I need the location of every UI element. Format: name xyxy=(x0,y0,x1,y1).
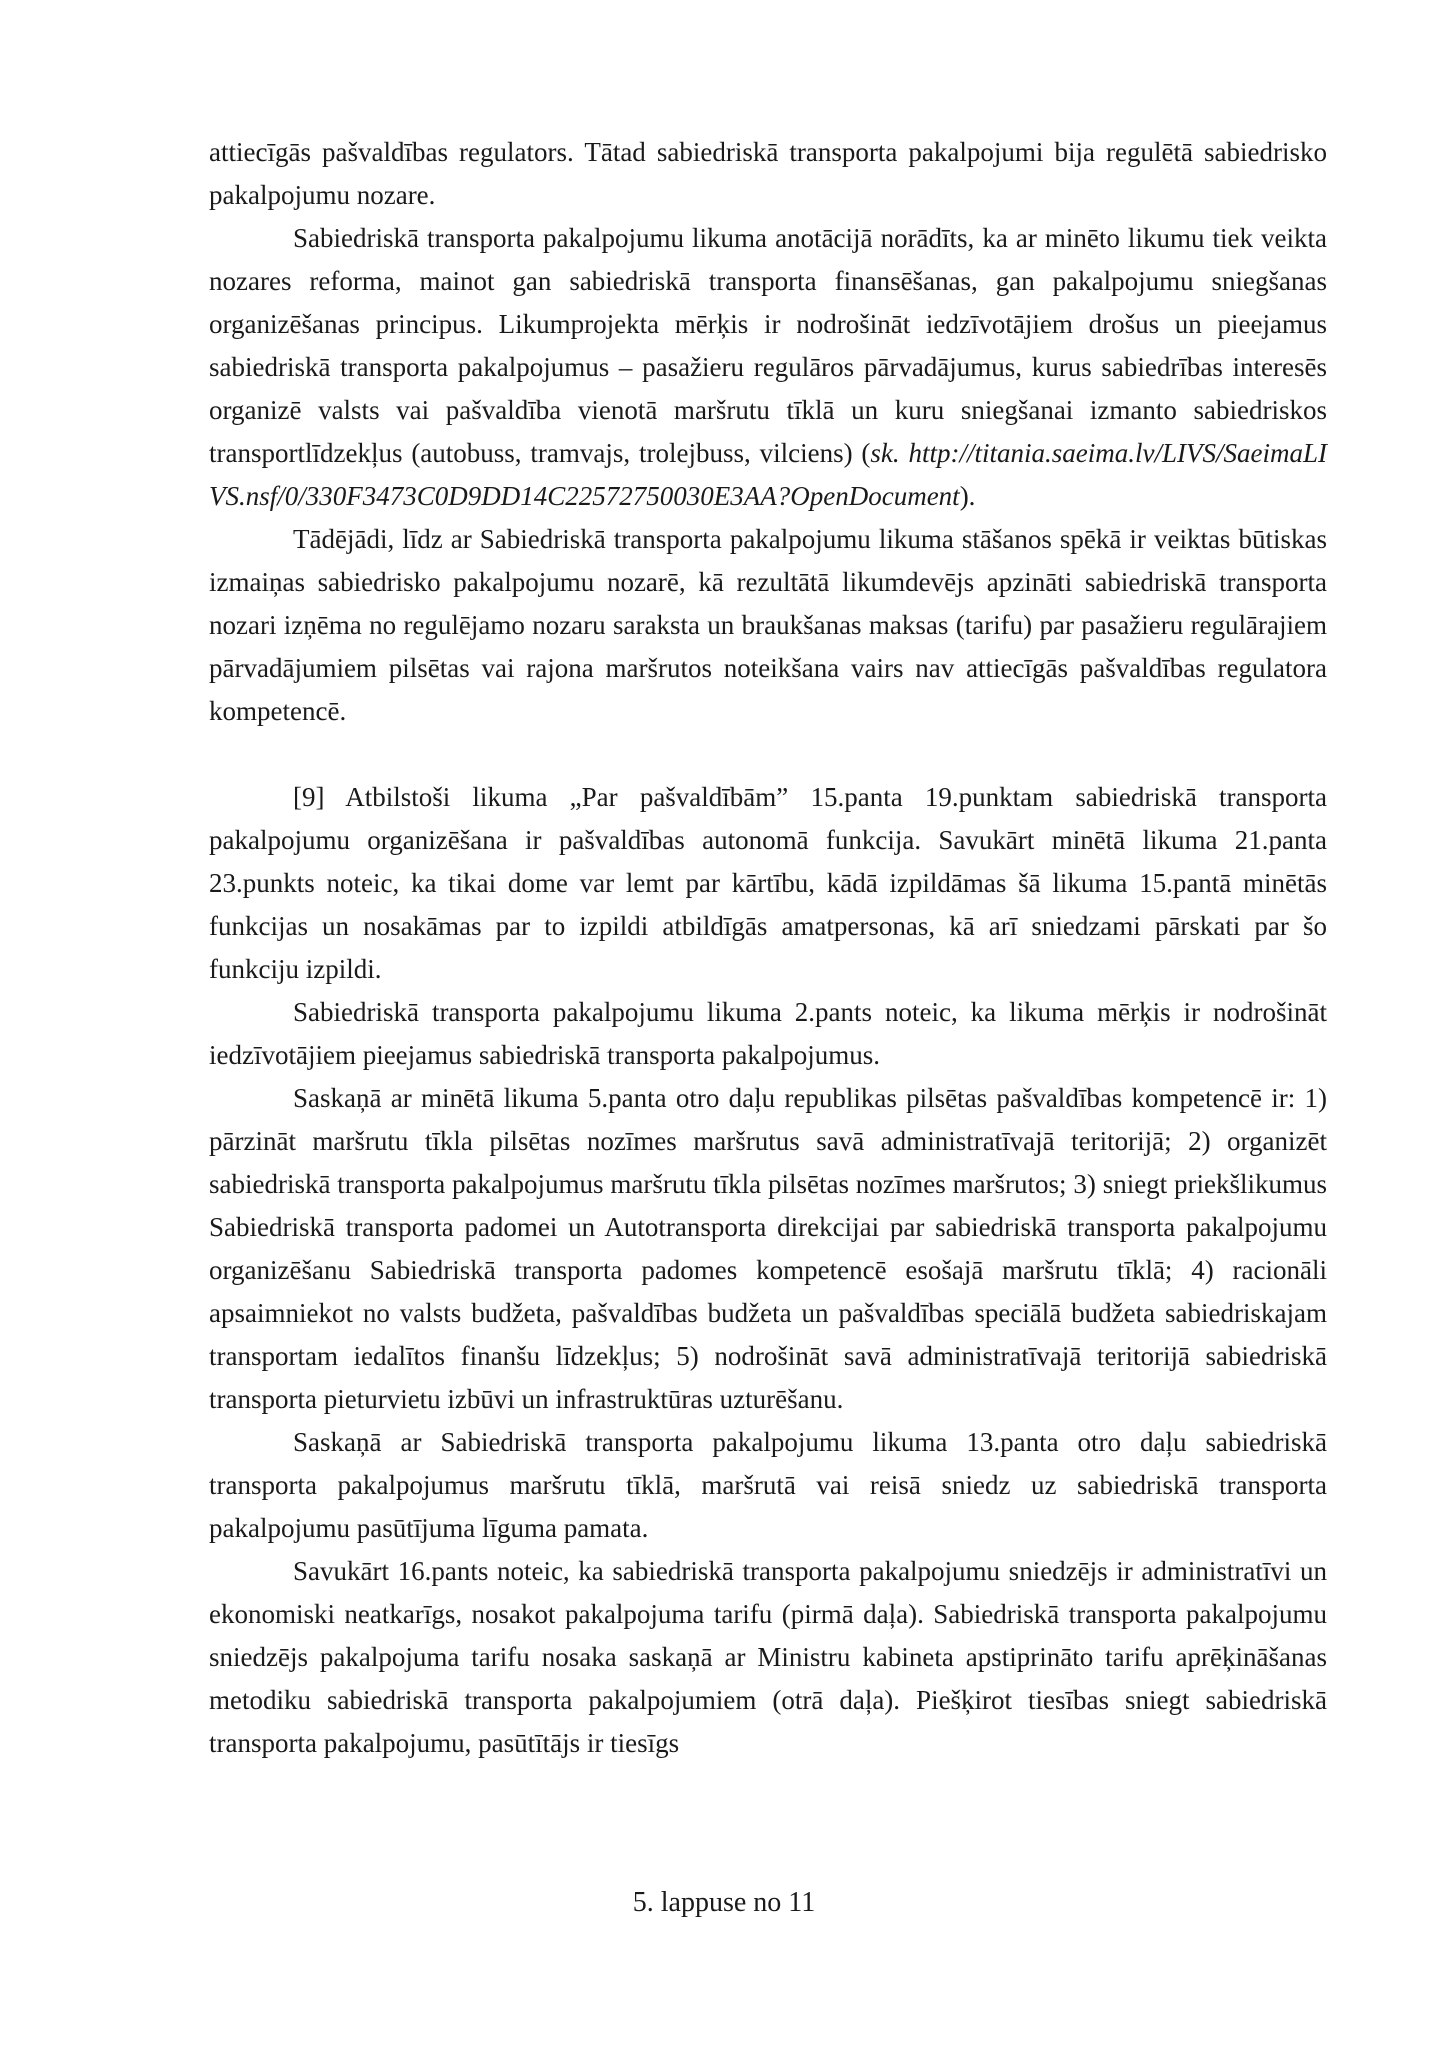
paragraph-2-text: Sabiedriskā transporta pakalpojumu likuma anotācijā norādīts, ka ar minēto likumu tiek veikta nozares reforma, mainot gan sabiedriskā transporta finansēšanas, gan pakalpojumu sniegšanas organizēšanas principus. Likumprojekta mērķis ir nodrošināt iedzīvotājiem drošus un pieejamus sabiedriskā transporta pakalpojumus – pasažieru regulāros pārvadājumus, kurus sabiedrības interesēs organizē valsts vai pašvaldība vienotā maršrutu tīklā un kuru sniegšanai izmanto sabiedriskos transportlīdzekļus (autobuss, tramvajs, trolejbuss, vilciens) ( xyxy=(209,223,1327,468)
reference-link[interactable]: sk. http://titania.saeima.lv/LIVS/SaeimaLIVS.nsf/0/330F3473C0D9DD14C22572750030E3AA?OpenDocument xyxy=(209,438,1327,511)
paragraph-3: Tādējādi, līdz ar Sabiedriskā transporta pakalpojumu likuma stāšanos spēkā ir veiktas būtiskas izmaiņas sabiedrisko pakalpojumu nozarē, kā rezultātā likumdevējs apzināti sabiedriskā transporta nozari izņēma no regulējamo nozaru saraksta un braukšanas maksas (tarifu) par pasažieru regulārajiem pārvadājumiem pilsētas vai rajona maršrutos noteikšana vairs nav attiecīgās pašvaldības regulatora kompetencē. xyxy=(209,524,1327,726)
paragraph-4: [9] Atbilstoši likuma „Par pašvaldībām” 15.panta 19.punktam sabiedriskā transporta pakalpojumu organizēšana ir pašvaldības autonomā funkcija. Savukārt minētā likuma 21.panta 23.punkts noteic, ka tikai dome var lemt par kārtību, kādā izpildāmas šā likuma 15.pantā minētās funkcijas un nosakāmas par to izpildi atbildīgās amatpersonas, kā arī sniedzami pārskati par šo funkciju izpildi. xyxy=(209,782,1327,984)
paragraph-6: Saskaņā ar minētā likuma 5.panta otro daļu republikas pilsētas pašvaldības kompetencē ir: 1) pārzināt maršrutu tīkla pilsētas nozīmes maršrutus savā administratīvajā teritorijā; 2) organizēt sabiedriskā transporta pakalpojumus maršrutu tīkla pilsētas nozīmes maršrutos; 3) sniegt priekšlikumus Sabiedriskā transporta padomei un Autotransporta direkcijai par sabiedriskā transporta pakalpojumu organizēšanu Sabiedriskā transporta padomes kompetencē esošajā maršrutu tīklā; 4) racionāli apsaimniekot no valsts budžeta, pašvaldības budžeta un pašvaldības speciālā budžeta sabiedriskajam transportam iedalītos finanšu līdzekļus; 5) nodrošināt savā administratīvajā teritorijā sabiedriskā transporta pieturvietu izbūvi un infrastruktūras uzturēšanu. xyxy=(209,1083,1327,1414)
paragraph-5: Sabiedriskā transporta pakalpojumu likuma 2.pants noteic, ka likuma mērķis ir nodrošināt iedzīvotājiem pieejamus sabiedriskā transporta pakalpojumus. xyxy=(209,997,1327,1070)
paragraph-7: Saskaņā ar Sabiedriskā transporta pakalpojumu likuma 13.panta otro daļu sabiedriskā transporta pakalpojumus maršrutu tīklā, maršrutā vai reisā sniedz uz sabiedriskā transporta pakalpojumu pasūtījuma līguma pamata. xyxy=(209,1427,1327,1543)
paragraph-1: attiecīgās pašvaldības regulators. Tātad sabiedriskā transporta pakalpojumi bija regulētā sabiedrisko pakalpojumu nozare. xyxy=(209,137,1327,210)
page-number: 5. lappuse no 11 xyxy=(632,1887,816,1918)
document-body xyxy=(209,131,1327,1765)
paragraph-2 xyxy=(209,217,1327,518)
paragraph-2-end: ). xyxy=(959,481,976,511)
paragraph-8: Savukārt 16.pants noteic, ka sabiedriskā transporta pakalpojumu sniedzējs ir administratīvi un ekonomiski neatkarīgs, nosakot pakalpojuma tarifu (pirmā daļa). Sabiedriskā transporta pakalpojumu sniedzējs pakalpojuma tarifu nosaka saskaņā ar Ministru kabineta apstiprināto tarifu aprēķināšanas metodiku sabiedriskā transporta pakalpojumiem (otrā daļa). Piešķirot tiesības sniegt sabiedriskā transporta pakalpojumu, pasūtītājs ir tiesīgs xyxy=(209,1556,1327,1758)
